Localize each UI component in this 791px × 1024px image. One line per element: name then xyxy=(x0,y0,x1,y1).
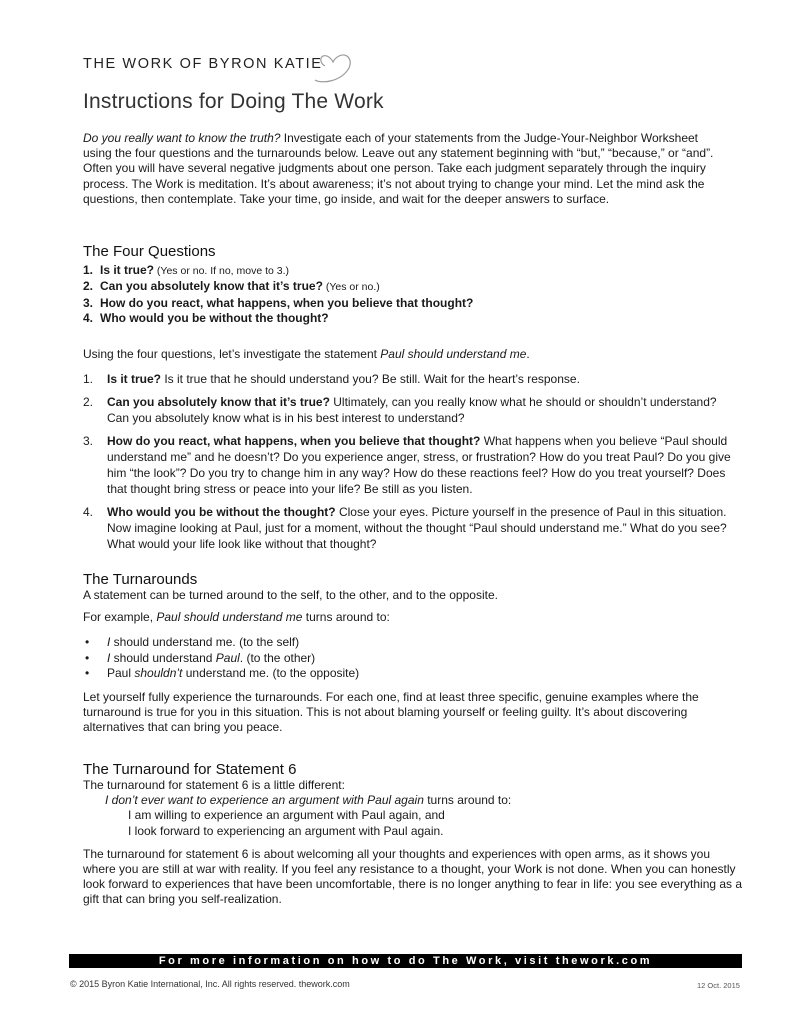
turnarounds-example xyxy=(83,610,733,625)
question-note: (Yes or no. If no, move to 3.) xyxy=(154,265,290,277)
turnarounds-heading: The Turnarounds xyxy=(83,571,198,588)
list-item xyxy=(83,311,733,326)
using-pre: Using the four questions, let’s investigate the statement xyxy=(83,347,381,361)
bullet-italic: I xyxy=(107,650,111,665)
list-item xyxy=(83,504,733,552)
bullet-italic: shouldn’t xyxy=(134,666,183,681)
bullet-icon: • xyxy=(85,635,90,650)
question-text: Is it true? xyxy=(107,372,162,386)
item-number: 4. xyxy=(83,310,94,325)
bullet-italic: I xyxy=(107,635,111,650)
using-post: . xyxy=(526,347,530,361)
question-text: Can you absolutely know that it’s true? xyxy=(100,279,323,294)
list-item xyxy=(83,371,733,387)
heart-icon xyxy=(311,50,355,86)
question-body: Ultimately, can you really know what he should or shouldn’t understand? Can you absolutely know what is in his best interest to understand? xyxy=(107,395,717,425)
statement6-line: I look forward to experiencing an argument with Paul again. xyxy=(128,823,444,838)
example-post: turns around to: xyxy=(302,610,390,625)
turnarounds-section xyxy=(83,571,733,743)
question-text: How do you react, what happens, when you believe that thought? xyxy=(100,295,474,310)
intro-paragraph xyxy=(83,131,723,207)
list-item xyxy=(83,263,733,279)
list-item xyxy=(83,651,733,667)
bullet-text: Paul xyxy=(107,666,135,681)
footer-bar: For more information on how to do The Work, visit thework.com xyxy=(69,954,742,968)
item-number: 2. xyxy=(83,395,94,409)
question-body: What happens when you believe “Paul should understand me” and he doesn’t? Do you experience anger, stress, or frustration? How do you treat Paul? Do you give him “the look”? Do you try to change him in any way? How do these reactions feel? How do you treat yourself? Does that thought bring stress or peace into your life? Be still as you listen. xyxy=(107,434,731,496)
turnarounds-bullets xyxy=(83,635,733,682)
statement6-line: I am willing to experience an argument with Paul again, and xyxy=(128,808,445,823)
bullet-icon: • xyxy=(85,650,90,665)
example-italic: Paul should understand me xyxy=(156,610,303,625)
question-text: Is it true? xyxy=(100,263,155,277)
statement6-post: turns around to: xyxy=(423,793,512,808)
turnarounds-intro: A statement can be turned around to the self, to the other, and to the opposite. xyxy=(83,588,498,602)
statement6-paragraph: The turnaround for statement 6 is about welcoming all your thoughts and experiences with open arms, as it shows you where you are still at war with reality. If you feel any resistance to a thought, your Work is not done. When you can honestly look forward to experiences that have been uncomfortable, there is no longer anything to fear in life: you see everything as a gift that can bring you self-realization. xyxy=(83,846,743,907)
question-text: Can you absolutely know that it’s true? xyxy=(107,395,330,409)
example-pre: For example, xyxy=(83,610,157,625)
question-body: Close your eyes. Picture yourself in the presence of Paul in this situation. Now imagine looking at Paul, just for a moment, without the thought “Paul should understand me.” What do you see? What would your life look like without that thought? xyxy=(107,505,727,551)
statement6-italic: I don’t ever want to experience an argument with Paul again xyxy=(105,793,424,808)
list-item xyxy=(83,635,733,651)
item-number: 2. xyxy=(83,279,94,294)
question-note: (Yes or no.) xyxy=(322,281,380,294)
item-number: 1. xyxy=(83,263,94,277)
item-number: 4. xyxy=(83,505,94,519)
page-title: Instructions for Doing The Work xyxy=(83,90,384,113)
item-number: 3. xyxy=(83,295,94,310)
date: 12 Oct. 2015 xyxy=(697,981,740,990)
list-item xyxy=(83,666,733,682)
bullet-text: should understand me. (to the self) xyxy=(110,635,300,650)
bullet-text: should understand xyxy=(110,650,216,665)
question-body: Is it true that he should understand you? Be still. Wait for the heart’s response. xyxy=(161,372,580,386)
question-text: How do you react, what happens, when you believe that thought? xyxy=(107,434,481,448)
list-item xyxy=(83,279,733,295)
item-number: 1. xyxy=(83,372,94,386)
statement6-line: The turnaround for statement 6 is a little different: xyxy=(83,778,345,792)
list-item xyxy=(83,433,733,497)
list-item xyxy=(83,394,733,426)
question-text: Who would you be without the thought? xyxy=(107,505,336,519)
four-questions-list xyxy=(83,263,733,326)
example-questions-list xyxy=(83,371,733,559)
logo-text: THE WORK OF BYRON KATIE xyxy=(83,56,323,72)
intro-lead: Do you really want to know the truth? xyxy=(83,131,281,145)
statement6-line xyxy=(83,793,743,808)
item-number: 3. xyxy=(83,434,94,448)
using-statement xyxy=(83,347,733,362)
turnarounds-paragraph: Let yourself fully experience the turnarounds. For each one, find at least three specific, genuine examples where the turnaround is true for you in this situation. This is not about blaming yourself or feeling guilty. It’s about discovering alternatives that can bring you peace. xyxy=(83,689,699,735)
question-text: Who would you be without the thought? xyxy=(100,310,329,325)
bullet-text: understand me. (to the opposite) xyxy=(182,666,360,681)
four-questions-section xyxy=(83,243,733,326)
intro-body: Investigate each of your statements from the Judge-Your-Neighbor Worksheet using the four questions and the turnarounds below. Leave out any statement beginning with “but,” “because,” or “and”. Often you will have several negative judgments about one person. Take each judgment separately through the inquiry process. The Work is meditation. It’s about awareness; it’s not about trying to change your mind. Let the mind ask the questions, then contemplate. Take your time, go inside, and wait for the deeper answers to surface. xyxy=(83,131,714,206)
using-italic: Paul should understand me xyxy=(380,347,527,361)
copyright: © 2015 Byron Katie International, Inc. All rights reserved. thework.com xyxy=(70,979,350,989)
statement6-section xyxy=(83,761,743,908)
bullet-italic: Paul xyxy=(215,650,240,665)
bullet-icon: • xyxy=(85,666,90,681)
bullet-text: . (to the other) xyxy=(239,650,316,665)
list-item xyxy=(83,296,733,311)
four-questions-heading: The Four Questions xyxy=(83,243,216,260)
statement6-heading: The Turnaround for Statement 6 xyxy=(83,761,297,778)
